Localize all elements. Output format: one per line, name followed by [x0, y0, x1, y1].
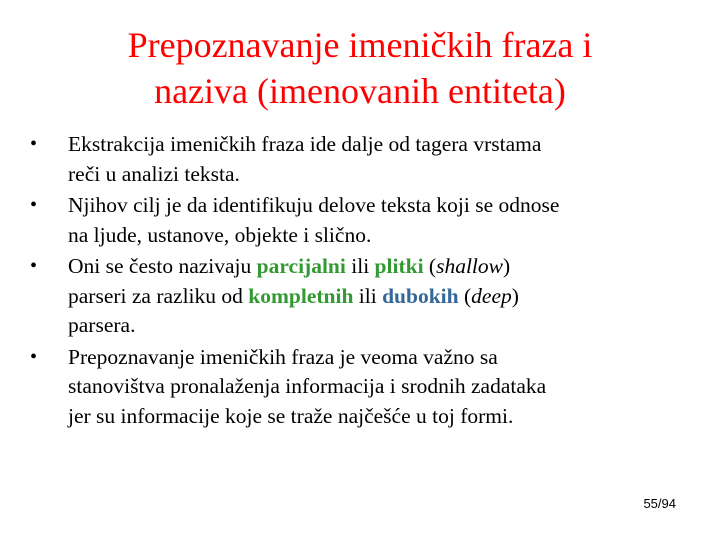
bullet-item [30, 130, 690, 189]
term-parcijalni: parcijalni [256, 254, 346, 278]
bullet-text-line: reči u analizi teksta. [68, 161, 240, 186]
bullet-icon: • [30, 345, 38, 368]
page-number: 55/94 [643, 496, 676, 511]
slide-title [60, 22, 660, 114]
term-deep: deep [471, 283, 512, 308]
text-segment: ili [353, 283, 383, 308]
text-segment: parseri za razliku od [68, 283, 249, 308]
bullet-item [30, 191, 690, 250]
term-kompletnih: kompletnih [248, 283, 354, 308]
text-segment: ) [503, 254, 511, 278]
slide-title-line-1: Prepoznavanje imeničkih fraza i [127, 25, 593, 65]
bullet-item [30, 343, 690, 432]
bullet-text-line: Njihov cilj je da identifikuju delove teksta koji se odnose [68, 193, 560, 217]
bullet-icon: • [30, 255, 38, 277]
text-segment: Oni se često nazivaju [68, 254, 257, 278]
bullet-text-line: parsera. [68, 313, 136, 337]
slide-title-line-2: naziva (imenovanih entiteta) [154, 71, 566, 111]
bullet-text-line: stanovištva pronalaženja informacija i srodnih zadataka [68, 374, 547, 398]
term-plitki: plitki [374, 254, 424, 278]
bullet-text-line: Prepoznavanje imeničkih fraza je veoma važno sa [68, 344, 498, 369]
bullet-item [30, 252, 690, 341]
bullet-text-line [68, 282, 690, 312]
text-segment: ili [345, 254, 375, 278]
term-shallow: shallow [436, 254, 503, 278]
term-dubokih: dubokih [382, 283, 459, 308]
bullet-icon: • [30, 133, 38, 155]
bullet-text-line: na ljude, ustanove, objekte i slično. [68, 222, 372, 247]
bullet-text-line [68, 252, 690, 282]
text-segment: ( [458, 283, 472, 308]
text-segment: ) [511, 283, 519, 308]
bullet-text-line: jer su informacije koje se traže najčešće u toj formi. [68, 403, 514, 428]
bullet-icon: • [30, 194, 38, 216]
text-segment: ( [423, 254, 437, 278]
bullet-text-line: Ekstrakcija imeničkih fraza ide dalje od tagera vrstama [68, 132, 542, 156]
bullet-list [30, 130, 690, 433]
